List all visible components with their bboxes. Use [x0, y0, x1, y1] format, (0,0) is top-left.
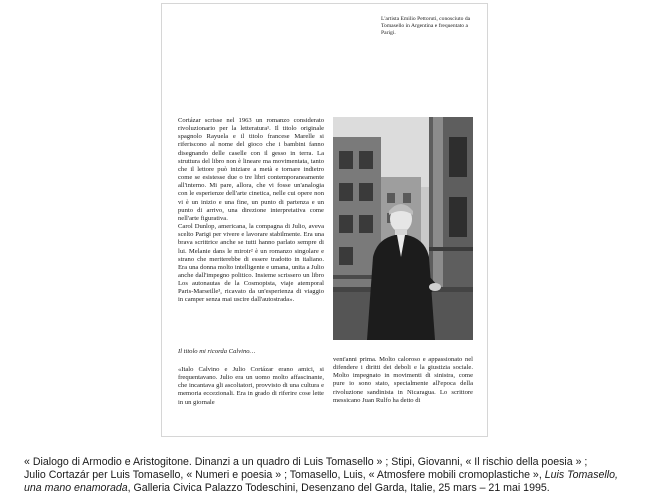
credit-line-3-text: , Galleria Civica Palazzo Todeschini, Desenzano del Garda, Italie, 25 mars – 21 mai 1995.: [127, 482, 550, 494]
paragraph-2: Carol Dunlop, americana, la compagna di Julio, aveva scelto Parigi per vivere e lavorare stabilmente. Era una brava scrittrice anche se tutti hanno parlato sempre di lui. Melanie dans le miroir² è un romanzo singolare e strano che meriterebbe di essere tradotto in italiano. Era una donna molto intelligente e umana, unita a Julio anche dall'impegno politico. Insieme scrissero un libro Los autonautas de la Cosmopista, viaje atemporal Paris-Marseille³, ricavato da un'esperienza di viaggio in camper senza mai uscire dall'autostrada».: [178, 223, 324, 304]
bottom-left-column: [178, 366, 324, 407]
bottom-left-paragraph: «Italo Calvino e Julio Cortázar erano amici, si frequentavano. Julio era un uomo molto affascinante, che incantava gli ascoltatori, provvisto di una cultura e memoria eccezionali. Era in grado di riferire cose lette in un giornale: [178, 366, 324, 406]
image-credit: [24, 456, 634, 495]
paragraph-1: Cortázar scrisse nel 1963 un romanzo considerato rivoluzionario per la letteratura¹. Il titolo originale spagnolo Rayuela e il titolo francese Marelle si riferiscono al nome del gioco che i bambini fanno disegnando delle caselle con il gesso in terra. La struttura del libro non è lineare ma movimentata, tanto che il lettore può iniziare a metà e tornare indietro come se esistesse due o tre libri contemporaneamente all'interno. Mi pare, allora, che vi fosse un'analogia con le esperienze dell'arte cinetica, nelle cui opere non vi è un inizio e una fine, un punto di partenza e un punto di arrivo, una direzione interpretativa come nell'arte figurativa.: [178, 117, 324, 222]
main-text-column: [178, 117, 324, 305]
credit-italic-title: Luis Tomasello,: [544, 469, 618, 481]
credit-line-2: [24, 469, 634, 482]
bottom-right-paragraph: vent'anni prima. Molto caloroso e appassionato nel difendere i diritti dei deboli e la giustizia sociale. Molto impegnato in movimenti di sinistra, come pure io sono stato, specialmente all'epoca della rivoluzione sandinista in Nicaragua. Lo scrittore messicano Juan Rulfo ha detto di: [333, 356, 473, 404]
photo-caption-top: L'artista Emilio Pettoruti, conosciuto da Tomasello in Argentina e frequentato a Parigi.: [381, 16, 471, 36]
bottom-right-column: [333, 356, 473, 405]
section-subtitle: Il titolo mi ricorda Calvino…: [178, 348, 256, 355]
credit-line-1: « Dialogo di Armodio e Aristogitone. Dinanzi a un quadro di Luis Tomasello » ; Stipi, Giovanni, « Il rischio della poesia » ;: [24, 456, 588, 468]
credit-line-2-text: Julio Cortazár per Luis Tomasello, « Numeri e poesia » ; Tomasello, Luis, « Atmosfere mobili cromoplastiche »,: [24, 469, 545, 481]
credit-italic-subtitle: una mano enamorada: [24, 482, 128, 494]
portrait-photo-image: [333, 117, 473, 340]
credit-line-3: [24, 482, 634, 495]
portrait-photo: [333, 117, 473, 340]
